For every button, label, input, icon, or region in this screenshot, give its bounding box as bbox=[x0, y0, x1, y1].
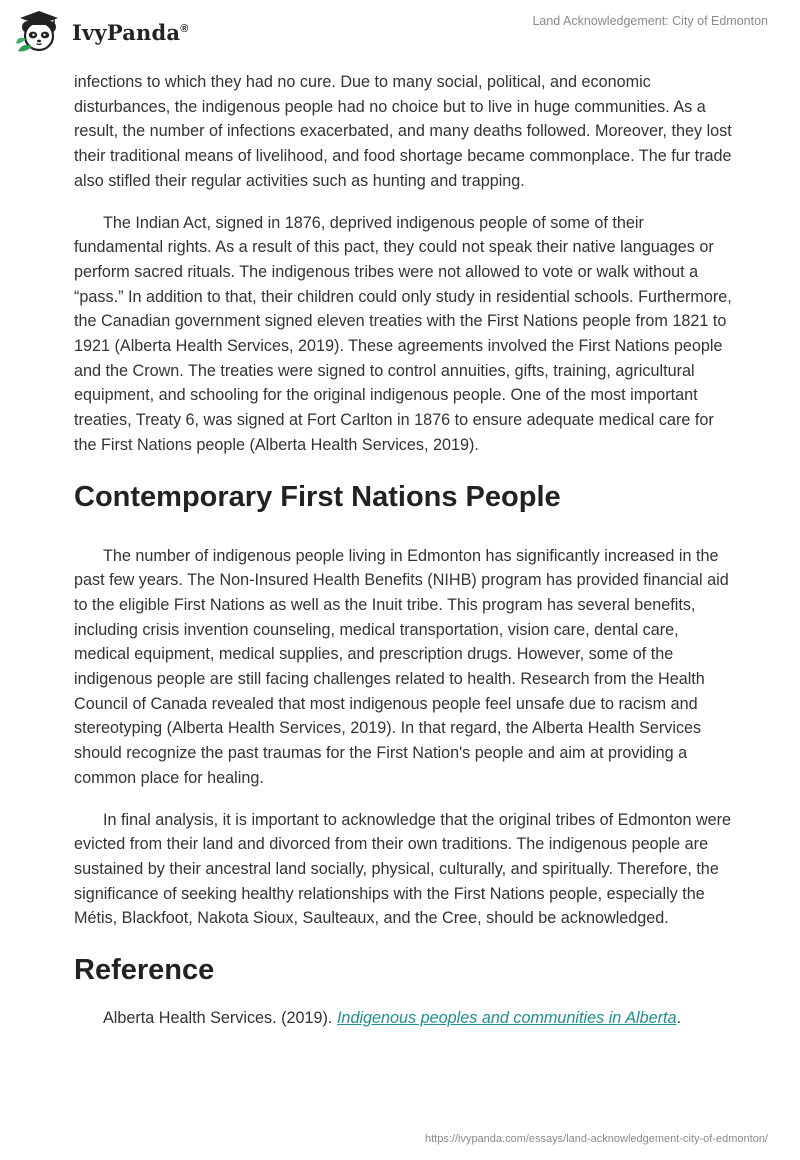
reference-end: . bbox=[676, 1009, 681, 1028]
registered-mark: ® bbox=[180, 22, 189, 35]
ivypanda-logo[interactable] bbox=[14, 7, 189, 57]
paragraph-4: In final analysis, it is important to acknowledge that the original tribes of Edmonton were evicted from their land and divorced from their own traditions. The indigenous people are sustained by their ancestral land socially, physical, culturally, and spiritually. Therefore, the significance of seeking healthy relationships with the First Nations people, especially the Métis, Blackfoot, Nakota Sioux, Saulteaux, and the Cree, should be acknowledged. bbox=[74, 810, 732, 928]
heading-contemporary: Contemporary First Nations People bbox=[74, 480, 561, 513]
reference-author-year: Alberta Health Services. (2019). bbox=[103, 1009, 337, 1028]
essay-content bbox=[74, 70, 734, 1048]
reference-entry bbox=[74, 1006, 734, 1031]
footer-url[interactable]: https://ivypanda.com/essays/land-acknowledgement-city-of-edmonton/ bbox=[424, 1133, 768, 1145]
brand-name: IvyPanda® bbox=[72, 19, 189, 45]
paragraph-2: The Indian Act, signed in 1876, deprived indigenous people of some of their fundamental rights. As a result of this pact, they could not speak their native languages or perform sacred rituals. The indigenous tribes were not allowed to vote or walk without a “pass.” In addition to that, their children could only study in residential schools. Furthermore, the Canadian government signed eleven treaties with the First Nations people from 1821 to 1921 (Alberta Health Services, 2019). These agreements involved the First Nations people and the Crown. The treaties were signed to control annuities, gifts, training, agricultural equipment, and schooling for the original indigenous people. One of the most important treaties, Treaty 6, was signed at Fort Carlton in 1876 to ensure adequate medical care for the First Nations people (Alberta Health Services, 2019). bbox=[74, 213, 732, 454]
paragraph-3: The number of indigenous people living in Edmonton has significantly increased in the past few years. The Non-Insured Health Benefits (NIHB) program has provided financial aid to the eligible First Nations as well as the Inuit tribe. This program has several benefits, including crisis invention counseling, medical transportation, vision care, dental care, medical equipment, medical supplies, and prescription drugs. However, some of the indigenous people are still facing challenges related to health. Research from the Health Council of Canada revealed that most indigenous people feel unsafe due to racism and stereotyping (Alberta Health Services, 2019). In that regard, the Alberta Health Services should recognize the past traumas for the First Nation's people and aim at providing a common place for healing. bbox=[74, 546, 729, 787]
panda-graduate-icon bbox=[14, 7, 64, 57]
heading-reference: Reference bbox=[74, 954, 215, 987]
document-title: Land Acknowledgement: City of Edmonton bbox=[532, 14, 768, 28]
page-header bbox=[0, 0, 800, 66]
reference-link[interactable]: Indigenous peoples and communities in Alberta bbox=[336, 1009, 677, 1028]
paragraph-1: infections to which they had no cure. Due to many social, political, and economic disturbances, the indigenous people had no choice but to live in huge communities. As a result, the number of infections exacerbated, and many deaths followed. Moreover, they lost their traditional means of livelihood, and food shortage became commonplace. The fur trade also stifled their regular activities such as hunting and trapping. bbox=[74, 73, 732, 190]
